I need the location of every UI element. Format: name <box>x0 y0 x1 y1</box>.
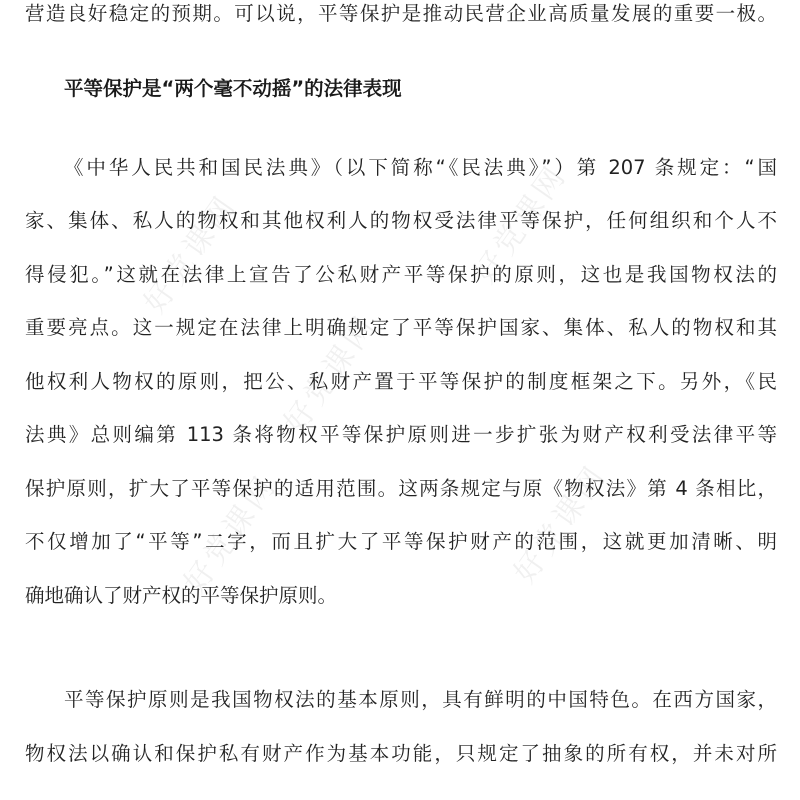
paragraph-line: 保护原则，扩大了平等保护的适用范围。这两条规定与原《物权法》第 4 条相比， <box>25 477 777 500</box>
intro-tail-line: 营造良好稳定的预期。可以说，平等保护是推动民营企业高质量发展的重要一极。 <box>25 2 777 25</box>
watermark: 好党课网 <box>507 458 615 590</box>
paragraph-line: 《中华人民共和国民法典》（以下简称“《民法典》”）第 207 条规定：“国 <box>64 156 777 179</box>
paragraph-line: 平等保护原则是我国物权法的基本原则，具有鲜明的中国特色。在西方国家， <box>64 688 777 711</box>
watermark: 好党课网 <box>177 468 285 600</box>
paragraph-line: 家、集体、私人的物权和其他权利人的物权受法律平等保护，任何组织和个人不 <box>25 209 777 232</box>
section-heading: 平等保护是“两个毫不动摇”的法律表现 <box>64 77 402 100</box>
paragraph-line: 得侵犯。”这就在法律上宣告了公私财产平等保护的原则，这也是我国物权法的 <box>25 263 777 286</box>
paragraph-line: 他权利人物权的原则，把公、私财产置于平等保护的制度框架之下。另外，《民 <box>25 370 777 393</box>
paragraph-line: 不仅增加了“平等”二字，而且扩大了平等保护财产的范围，这就更加清晰、明 <box>25 530 777 553</box>
paragraph-line: 重要亮点。这一规定在法律上明确规定了平等保护国家、集体、私人的物权和其 <box>25 316 777 339</box>
paragraph-line: 物权法以确认和保护私有财产作为基本功能，只规定了抽象的所有权，并未对所 <box>25 742 777 765</box>
watermark: 好党课网 <box>137 188 245 320</box>
paragraph-line: 法典》总则编第 113 条将物权平等保护原则进一步扩张为财产权利受法律平等 <box>25 423 777 446</box>
watermark: 好党课网 <box>277 308 385 440</box>
watermark: 好党课网 <box>467 158 575 290</box>
paragraph-line: 确地确认了财产权的平等保护原则。 <box>25 584 338 607</box>
